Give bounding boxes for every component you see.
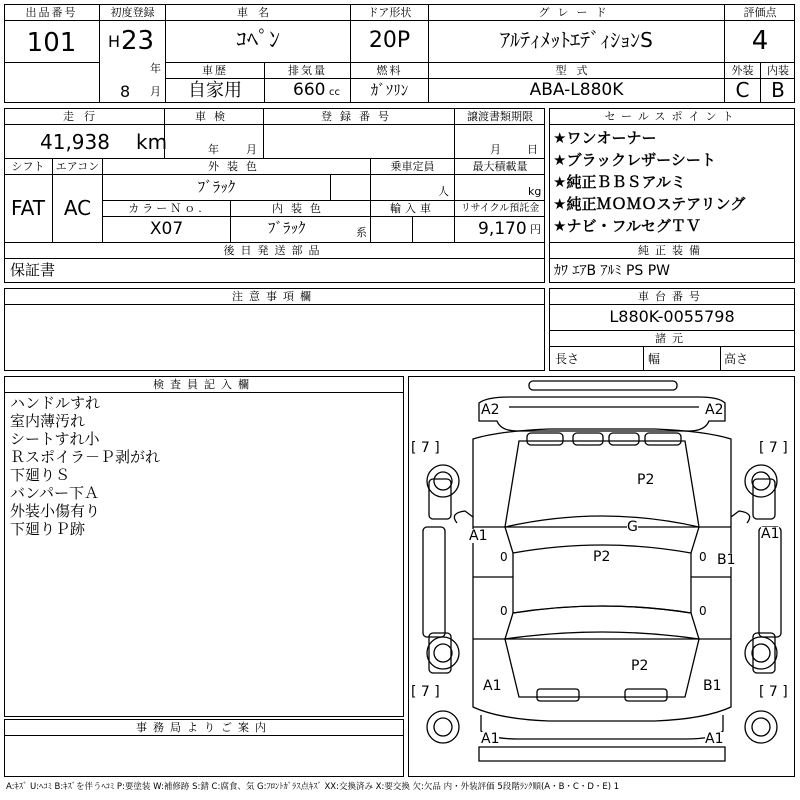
chassis-number: L880K-0055798	[609, 307, 735, 326]
damage-mark: A1	[483, 678, 502, 694]
genuine-equip: ｶﾜ ｴｱB ｱﾙﾐ PS PW	[554, 263, 671, 279]
mileage-label: 走行	[63, 110, 105, 123]
first-reg-year-unit: 年	[150, 62, 161, 75]
inspection-month-unit: 月	[246, 143, 257, 156]
first-reg-era: H	[108, 32, 121, 51]
shift-label: シフト	[11, 160, 45, 173]
inspector-label: 検査員記入欄	[153, 378, 255, 391]
inspection-label: 車検	[195, 110, 233, 123]
transfer-month-unit: 月	[490, 143, 501, 156]
later-parts: 保証書	[10, 261, 56, 279]
max-load-unit: kg	[528, 185, 542, 198]
dimension-width-label: 幅	[648, 352, 661, 366]
dimension-length-label: 長さ	[555, 352, 580, 366]
inspector-note: 室内薄汚れ	[10, 412, 86, 430]
first-reg-year: 23	[121, 26, 155, 56]
first-reg-month-unit: 月	[150, 85, 161, 98]
history-label: 車歴	[202, 64, 228, 77]
sales-point-item: ★ワンオーナー	[553, 129, 657, 147]
door-mark: 0	[500, 550, 508, 564]
tire-tread: [ 7 ]	[411, 684, 440, 700]
recycle-unit: 円	[530, 223, 541, 236]
tire-tread: [ 7 ]	[411, 440, 440, 456]
exterior-score-label: 外装	[731, 64, 754, 77]
sales-point-item: ★ブラックレザーシート	[553, 151, 716, 169]
later-parts-label: 後日発送部品	[223, 244, 326, 257]
sales-point-item: ★純正ＭＯＭＯステアリング	[553, 195, 746, 213]
door-mark: 0	[500, 604, 508, 618]
genuine-equip-label: 純正装備	[638, 244, 706, 257]
damage-mark: P2	[593, 549, 611, 565]
recycle-amount: 9,170	[478, 219, 527, 239]
damage-mark: P2	[637, 472, 655, 488]
mileage-unit: km	[136, 130, 168, 154]
displacement-unit: cc	[329, 87, 340, 98]
lot-number: 101	[26, 28, 77, 58]
damage-mark: B1	[703, 678, 722, 694]
shift: FAT	[10, 196, 45, 220]
import-label: 輸入車	[390, 202, 435, 215]
car-damage-diagram	[408, 376, 795, 777]
office-label: 事務局よりご案内	[136, 721, 272, 734]
sales-points-label: セールスポイント	[604, 110, 740, 123]
model-code-label: 型式	[555, 64, 598, 77]
dimension-height-label: 高さ	[724, 352, 749, 366]
transfer-day-unit: 日	[527, 143, 538, 156]
int-color-suffix: 系	[356, 226, 367, 239]
aircon-label: エアコン	[55, 160, 100, 173]
max-load-label: 最大積載量	[472, 160, 528, 173]
mileage: 41,938	[40, 130, 110, 154]
transfer-deadline-label: 譲渡書類期限	[467, 110, 533, 123]
inspector-note: 外装小傷有り	[10, 502, 101, 520]
interior-score-label: 内装	[767, 64, 789, 77]
door-shape: 20P	[368, 28, 411, 53]
fuel: ｶﾞｿﾘﾝ	[370, 81, 409, 99]
color-no: X07	[149, 219, 184, 239]
damage-mark: P2	[631, 658, 649, 674]
model-code: ABA-L880K	[529, 80, 624, 100]
capacity-label: 乗車定員	[390, 160, 435, 173]
damage-mark: A1	[481, 731, 500, 747]
lot-label: 出品番号	[25, 6, 78, 19]
door-mark: 0	[699, 604, 707, 618]
inspector-note: シートすれ小	[10, 430, 100, 448]
car-name: ｺﾍﾟﾝ	[235, 28, 280, 53]
dimensions-label: 諸元	[655, 332, 689, 345]
interior-score: B	[771, 78, 785, 102]
score: 4	[751, 26, 769, 56]
history: 自家用	[188, 80, 242, 101]
first-reg-month: 8	[120, 82, 131, 101]
sales-point-item: ★ナビ・フルセグＴＶ	[553, 217, 701, 235]
tire-tread: [ 7 ]	[759, 440, 788, 456]
first-reg-label: 初度登録	[110, 6, 155, 19]
damage-mark: B1	[717, 552, 736, 568]
ext-color-label: 外装色	[208, 160, 265, 173]
displacement-label: 排気量	[288, 64, 327, 77]
int-color: ﾌﾞﾗｯｸ	[268, 219, 306, 237]
damage-mark: A2	[481, 402, 500, 418]
door-mark: 0	[699, 550, 707, 564]
damage-mark: A1	[761, 526, 780, 542]
inspector-note: ハンドルすれ	[10, 394, 101, 412]
score-label: 評価点	[743, 6, 777, 19]
inspector-note: バンパー下Ａ	[10, 484, 99, 502]
inspector-note: 下廻りＳ	[10, 466, 71, 484]
car-outline	[409, 377, 794, 776]
legend-text: A:ｷｽﾞ U:ﾍｺﾐ B:ｷｽﾞを伴うﾍｺﾐ P:要塗装 W:補修跡 S:錆 C:腐食、気 G:ﾌﾛﾝﾄｶﾞﾗｽ点ｷｽﾞ XX:交換済み X:要交換 欠:欠品 内・外装評価 5段階ﾗﾝｸ順(A・B・C・D・E) 1	[6, 782, 620, 792]
ext-color: ﾌﾞﾗｯｸ	[197, 178, 236, 196]
displacement: 660	[293, 80, 326, 100]
grade-label: グレード	[538, 6, 615, 19]
grade: ｱﾙﾃｨﾒｯﾄｴﾃﾞｨｼｮﾝS	[500, 28, 653, 52]
chassis-label: 車台番号	[638, 290, 706, 303]
sales-point-item: ★純正ＢＢＳアルミ	[553, 173, 686, 191]
door-label: ドア形状	[367, 6, 412, 19]
color-no-label: カラーＮｏ.	[128, 202, 205, 215]
recycle-label: リサイクル預託金	[460, 203, 540, 214]
damage-mark: A1	[469, 528, 488, 544]
reg-number-label: 登録番号	[321, 110, 397, 123]
car-name-label: 車名	[237, 6, 279, 19]
aircon: AC	[63, 196, 92, 220]
inspection-year-unit: 年	[208, 143, 219, 156]
notes-label: 注意事項欄	[232, 290, 317, 303]
exterior-score: C	[735, 78, 750, 102]
tire-tread: [ 7 ]	[759, 684, 788, 700]
damage-mark: G	[627, 519, 638, 535]
int-color-label: 内装色	[272, 202, 329, 215]
fuel-label: 燃料	[376, 64, 403, 77]
inspector-note: 下廻りＰ跡	[10, 520, 86, 538]
capacity-unit: 人	[438, 185, 449, 198]
damage-mark: A2	[705, 402, 724, 418]
inspector-note: Ｒスポイラ－Ｐ剥がれ	[10, 448, 161, 466]
damage-mark: A1	[705, 731, 724, 747]
